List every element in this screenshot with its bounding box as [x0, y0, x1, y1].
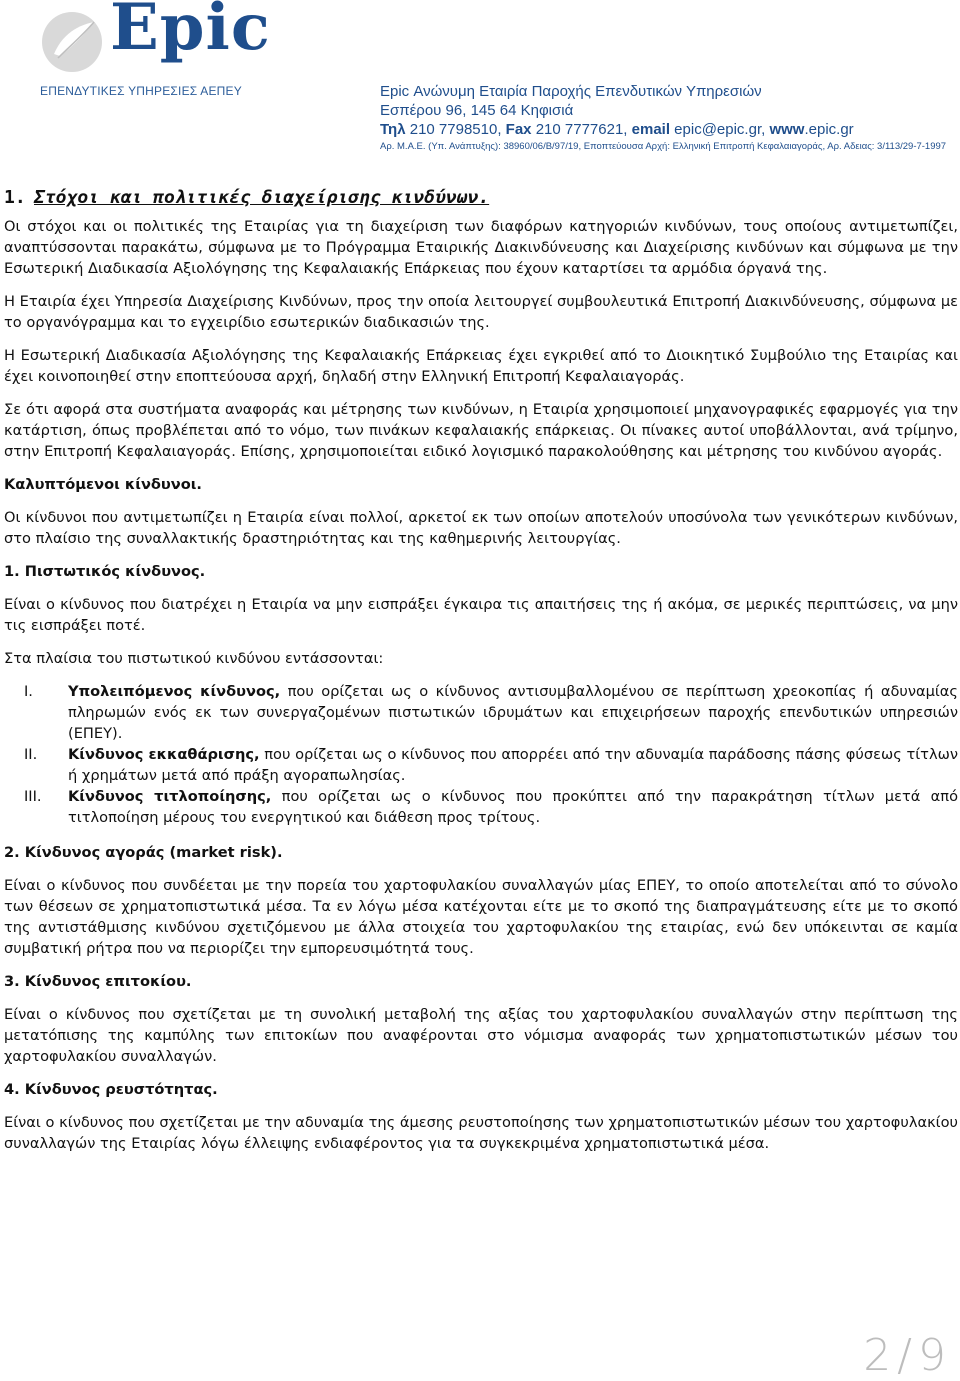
section-number: 1. — [4, 187, 26, 208]
interest-risk-text: Είναι ο κίνδυνος που σχετίζεται με τη συνολική μεταβολή της αξίας του χαρτοφυλακίου συναλλαγών στην περίπτωση της μετατόπισης της καμπύλης των επιτοκίων που αναφέρονται στο νόμισμα αναφοράς των χρηματοπιστωτικών μέσων του χαρτοφυλακίου συναλλαγών. — [4, 1006, 958, 1065]
list-text: που ορίζεται ως ο κίνδυνος αντισυμβαλλομένου σε περίπτωση χρεοκοπίας ή αδυναμίας πληρωμών ενός εκ των συνεργαζομένων πιστωτικών ιδρυμάτων και επιχειρήσεων παροχής επενδυτικών υπηρεσιών (ΕΠΕΥ). — [68, 683, 958, 742]
liquidity-risk-heading: 4. Κίνδυνος ρευστότητας. — [4, 1081, 218, 1098]
company-address: Εσπέρου 96, 145 64 Κηφισιά — [380, 102, 574, 119]
interest-risk-heading: 3. Κίνδυνος επιτοκίου. — [4, 973, 192, 990]
covered-risks-text: Οι κίνδυνοι που αντιμετωπίζει η Εταιρία είναι πολλοί, αρκετοί εκ των οποίων αποτελούν υποσύνολα των γενικότερων κινδύνων, στο πλαίσιο της συναλλακτικής δραστηριότητας και της καθημερινής λειτουργίας. — [4, 509, 958, 547]
credit-risk-intro: Στα πλαίσια του πιστωτικού κινδύνου εντάσσονται: — [4, 650, 384, 667]
list-term: Κίνδυνος εκκαθάρισης, — [68, 746, 260, 763]
company-info — [380, 82, 946, 154]
list-item — [4, 744, 958, 786]
logo-wordmark: Epic — [110, 0, 271, 65]
email-label: email — [631, 121, 670, 138]
list-term: Υπολειπόμενος κίνδυνος, — [68, 683, 281, 700]
company-name: Epic Ανώνυμη Εταιρία Παροχής Επενδυτικών Υπηρεσιών — [380, 83, 762, 100]
email-link[interactable]: epic@epic.gr, — [674, 121, 766, 138]
list-item — [4, 786, 958, 828]
list-item — [4, 681, 958, 744]
company-contacts — [380, 120, 946, 139]
web-link[interactable] — [769, 121, 853, 138]
fax-label: Fax — [505, 121, 532, 138]
liquidity-risk-text: Είναι ο κίνδυνος που σχετίζεται με την αδυναμία της άμεσης ρευστοποίησης των χρηματοπιστωτικών μέσων του χαρτοφυλακίου συναλλαγών της Εταιρίας λόγω έλλειψης ενδιαφέροντος για τα συγκεκριμένα χρηματοπιστωτικά μέσα. — [4, 1114, 958, 1152]
page-number: 2/9 — [863, 1330, 952, 1381]
document-body — [4, 186, 958, 1166]
list-numeral: II. — [24, 746, 38, 763]
market-risk-heading: 2. Κίνδυνος αγοράς (market risk). — [4, 844, 283, 861]
paragraph-risk-service: Η Εταιρία έχει Υπηρεσία Διαχείρισης Κινδύνων, προς την οποία λειτουργεί συμβουλευτικά Επιτροπή Διακινδύνευσης, σύμφωνα με το οργανόγραμμα και το εγχειρίδιο εσωτερικών διαδικασιών της. — [4, 293, 958, 331]
paragraph-objectives: Οι στόχοι και οι πολιτικές της Εταιρίας για τη διαχείριση των διαφόρων κατηγοριών κινδύνων, τους οποίους αντιμετωπίζει, αναπτύσσονται παρακάτω, σύμφωνα με το Πρόγραμμα Εταιρικής Διακινδύνευσης και Διαχείρισης κινδύνων και σύμφωνα με την Εσωτερική Διαδικασία Αξιολόγησης της Κεφαλαιακής Επάρκειας που έχουν καταρτίσει τα αρμόδια όργανά της. — [4, 218, 958, 277]
tel-label: Τηλ — [380, 121, 406, 138]
credit-risk-list — [4, 681, 958, 828]
section-title — [4, 186, 958, 210]
company-registry: Αρ. Μ.Α.Ε. (Υπ. Ανάπτυξης): 38960/06/Β/97/19, Εποπτεύουσα Αρχή: Ελληνική Επιτροπή Κεφαλαιαγοράς, Αρ. Αδειας: 3/113/29-7-1997 — [380, 141, 947, 152]
logo-tagline: ΕΠΕΝΔΥΤΙΚΕΣ ΥΠΗΡΕΣΙΕΣ ΑΕΠΕΥ — [40, 84, 242, 98]
web-label: www — [769, 121, 805, 138]
market-risk-text: Είναι ο κίνδυνος που συνδέεται με την πορεία του χαρτοφυλακίου συναλλαγών μίας ΕΠΕΥ, το οποίο αποτελείται από το σύνολο των θέσεων σε χρηματοπιστωτικά μέσα. Τα εν λόγω μέσα κατέχονται είτε με το σκοπό της διαπραγμάτευσης είτε με το σκοπό της αντιστάθμισης κινδύνου σχετιζόμενου με άλλα στοιχεία του χαρτοφυλακίου της εταιρίας, ενώ δεν υπόκεινται σε καμία συμβατική ρήτρα που να περιορίζει την εμπορευσιμότητά τους. — [4, 877, 958, 957]
paragraph-reporting: Σε ότι αφορά στα συστήματα αναφοράς και μέτρησης των κινδύνων, η Εταιρία χρησιμοποιεί μηχανογραφικές εφαρμογές για την κατάρτιση, όπως προβλέπεται από το νόμο, των πινάκων κεφαλαιακής επάρκειας. Οι πίνακες αυτοί υποβάλλονται, ανά τρίμηνο, στην Επιτροπή Κεφαλαιαγοράς. Επίσης, χρησιμοποιείται ειδικό λογισμικό παρακολούθησης και μέτρησης του κινδύνου αγοράς. — [4, 401, 958, 460]
fax-value: 210 7777621, — [535, 121, 628, 138]
credit-risk-text: Είναι ο κίνδυνος που διατρέχει η Εταιρία να μην εισπράξει έγκαιρα τις απαιτήσεις της ή ακόμα, σε μερικές περιπτώσεις, να μην τις εισπράξει ποτέ. — [4, 596, 958, 634]
credit-risk-heading: 1. Πιστωτικός κίνδυνος. — [4, 563, 206, 580]
list-text: που ορίζεται ως ο κίνδυνος που προκύπτει από την παρακράτηση τίτλων μετά από τιτλοποίηση μέρους του ενεργητικού και διάθεση προς τρίτους. — [68, 788, 959, 826]
list-term: Κίνδυνος τιτλοποίησης, — [68, 788, 272, 805]
paragraph-icaap: Η Εσωτερική Διαδικασία Αξιολόγησης της Κεφαλαιακής Επάρκειας έχει εγκριθεί από το Διοικητικό Συμβούλιο της Εταιρίας και έχει κοινοποιηθεί στην εποπτεύουσα αρχή, δηλαδή στην Ελληνική Επιτροπή Κεφαλαιαγοράς. — [4, 347, 958, 385]
list-numeral: I. — [24, 683, 33, 700]
web-value: .epic.gr — [804, 121, 854, 138]
list-text: που ορίζεται ως ο κίνδυνος που απορρέει από την αδυναμία παράδοσης πάσης φύσεως τίτλων ή χρημάτων μετά από πράξη αγοραπωλησίας. — [68, 746, 958, 784]
leaf-emblem-icon — [40, 10, 104, 74]
covered-risks-heading: Καλυπτόμενοι κίνδυνοι. — [4, 476, 202, 493]
list-numeral: III. — [24, 788, 42, 805]
tel-value: 210 7798510, — [409, 121, 502, 138]
company-logo — [40, 0, 271, 99]
section-title-text: Στόχοι και πολιτικές διαχείρισης κινδύνων. — [34, 187, 490, 208]
